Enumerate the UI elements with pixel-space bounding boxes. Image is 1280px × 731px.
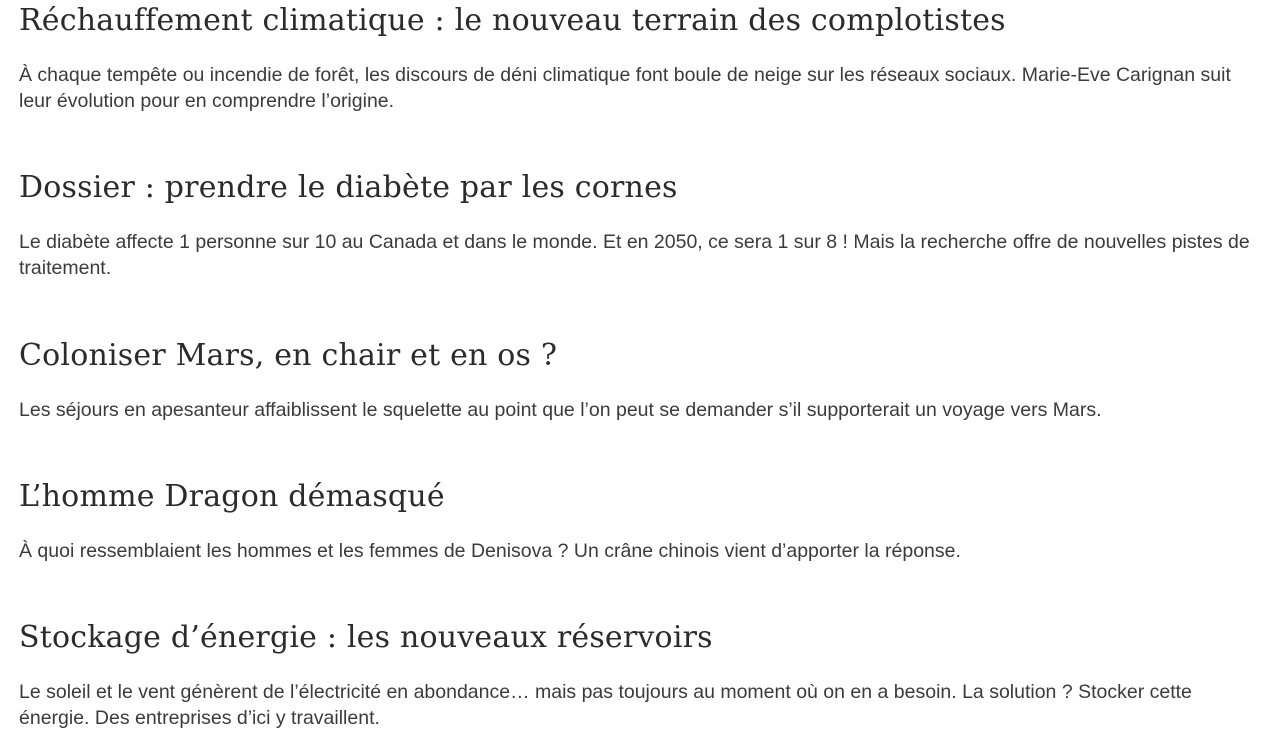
article-item [19, 1, 1264, 112]
article-summary: Le soleil et le vent génèrent de l’électricité en abondance… mais pas toujours au moment où on en a besoin. La solution ? Stocker cette énergie. Des entreprises d’ici y travaillent. [19, 681, 1192, 729]
article-title-link[interactable]: Coloniser Mars, en chair et en os ? [19, 338, 558, 373]
article-title-link[interactable]: Stockage d’énergie : les nouveaux réservoirs [19, 620, 713, 655]
article-item [19, 168, 1264, 279]
article-summary: Le diabète affecte 1 personne sur 10 au Canada et dans le monde. Et en 2050, ce sera 1 sur 8 ! Mais la recherche offre de nouvelles pistes de traitement. [19, 231, 1250, 279]
article-item [19, 477, 1264, 562]
article-item [19, 618, 1264, 729]
article-summary: À chaque tempête ou incendie de forêt, les discours de déni climatique font boule de neige sur les réseaux sociaux. Marie-Eve Carignan suit leur évolution pour en comprendre l’origine. [19, 64, 1231, 112]
article-title-link[interactable]: Dossier : prendre le diabète par les cornes [19, 170, 678, 205]
article-title-link[interactable]: L’homme Dragon démasqué [19, 479, 445, 514]
article-summary: À quoi ressemblaient les hommes et les femmes de Denisova ? Un crâne chinois vient d’apporter la réponse. [19, 540, 961, 562]
article-item [19, 336, 1264, 421]
article-title-link[interactable]: Réchauffement climatique : le nouveau terrain des complotistes [19, 3, 1006, 38]
article-summary: Les séjours en apesanteur affaiblissent le squelette au point que l’on peut se demander s’il supporterait un voyage vers Mars. [19, 399, 1102, 421]
